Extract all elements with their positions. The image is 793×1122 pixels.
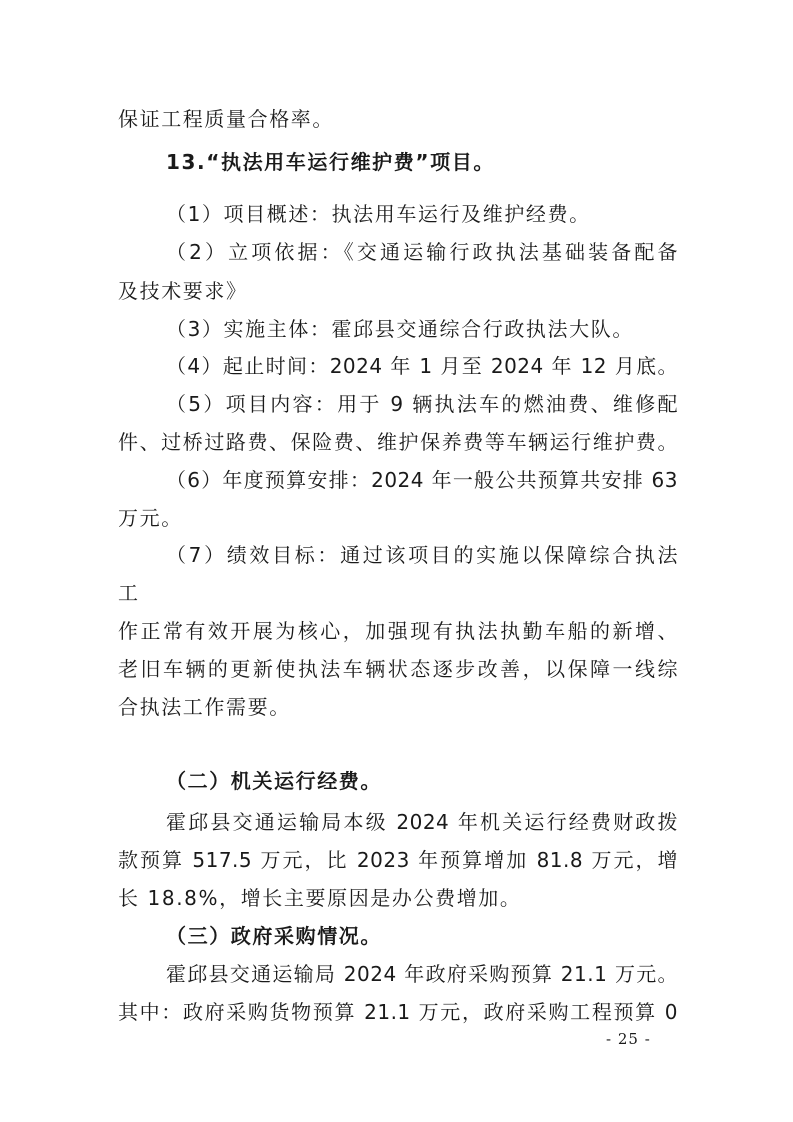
text-line: （6）年度预算安排：2024 年一般公共预算共安排 63	[166, 468, 678, 492]
text-line: 万元。	[118, 506, 183, 530]
text-line: （7）绩效目标：通过该项目的实施以保障综合执法	[166, 543, 678, 567]
section-heading: （三）政府采购情况。	[166, 924, 382, 948]
page-number: - 25 -	[606, 1030, 651, 1048]
text-line: （4）起止时间：2024 年 1 月至 2024 年 12 月底。	[166, 354, 678, 378]
text-line: 老旧车辆的更新使执法车辆状态逐步改善，以保障一线综	[118, 657, 678, 681]
text-line: 工	[118, 581, 140, 605]
section-heading: （二）机关运行经费。	[166, 769, 382, 793]
text-line: 长 18.8%，增长主要原因是办公费增加。	[118, 886, 522, 910]
text-line: 合执法工作需要。	[118, 695, 291, 719]
text-line: 作正常有效开展为核心，加强现有执法执勤车船的新增、	[118, 619, 678, 643]
section-heading: 13.“执法用车运行维护费”项目。	[166, 150, 495, 174]
text-line: 保证工程质量合格率。	[118, 107, 334, 131]
text-line: （5）项目内容：用于 9 辆执法车的燃油费、维修配	[166, 392, 678, 416]
text-line: （3）实施主体：霍邱县交通综合行政执法大队。	[166, 317, 634, 341]
text-line: 霍邱县交通运输局本级 2024 年机关运行经费财政拨	[166, 810, 678, 834]
text-line: （1）项目概述：执法用车运行及维护经费。	[166, 202, 591, 226]
text-line: （2）立项依据：《交通运输行政执法基础装备配备	[166, 240, 678, 264]
text-line: 霍邱县交通运输局 2024 年政府采购预算 21.1 万元。	[166, 962, 678, 986]
text-line: 及技术要求》	[118, 279, 248, 303]
text-line: 件、过桥过路费、保险费、维护保养费等车辆运行维护费。	[118, 430, 678, 454]
text-line: 款预算 517.5 万元，比 2023 年预算增加 81.8 万元，增	[118, 848, 678, 872]
text-line: 其中：政府采购货物预算 21.1 万元，政府采购工程预算 0	[118, 1000, 678, 1024]
